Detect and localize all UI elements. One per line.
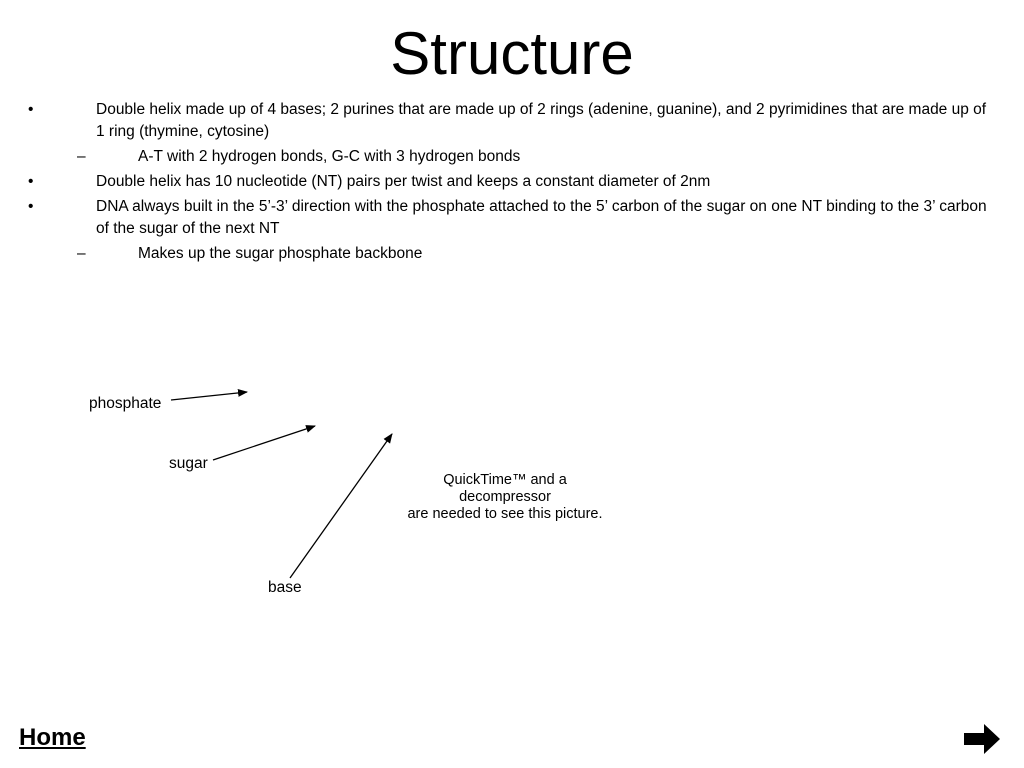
sugar-label: sugar — [169, 455, 208, 472]
bullet-text: DNA always built in the 5’-3’ direction with the phosphate attached to the 5’ carbon of the sugar on one NT binding to the 3’ carbon of the sugar of the next NT — [96, 198, 987, 237]
sub-bullet-marker: – — [77, 148, 86, 165]
sub-bullet-text: A-T with 2 hydrogen bonds, G-C with 3 hydrogen bonds — [138, 148, 521, 165]
sub-bullet-text: Makes up the sugar phosphate backbone — [138, 245, 423, 262]
right-arrow-icon — [964, 724, 1000, 754]
bullet-list — [0, 99, 1024, 268]
placeholder-line: decompressor — [459, 489, 551, 505]
bullet-item — [0, 171, 1024, 193]
sub-bullet-marker: – — [77, 245, 86, 262]
slide-title: Structure — [390, 20, 634, 87]
sugar-arrow — [213, 426, 315, 460]
bullet-text: Double helix made up of 4 bases; 2 purines that are made up of 2 rings (adenine, guanine), and 2 pyrimidines that are made up of 1 ring (thymine, cytosine) — [96, 101, 987, 140]
bullet-item — [0, 99, 1024, 143]
bullet-marker: • — [28, 198, 34, 215]
placeholder-line: QuickTime™ and a — [443, 472, 567, 488]
quicktime-placeholder — [370, 472, 640, 523]
bullet-text: Double helix has 10 nucleotide (NT) pairs per twist and keeps a constant diameter of 2nm — [96, 173, 711, 190]
home-link[interactable]: Home — [19, 724, 86, 751]
sub-bullet-item — [0, 243, 1024, 265]
phosphate-label: phosphate — [89, 395, 162, 412]
sub-bullet-item — [0, 146, 1024, 168]
base-label: base — [268, 579, 302, 596]
bullet-item — [0, 196, 1024, 240]
placeholder-line: are needed to see this picture. — [407, 506, 603, 522]
bullet-marker: • — [28, 173, 34, 190]
next-slide-button[interactable] — [962, 722, 1002, 756]
phosphate-arrow — [171, 392, 247, 400]
bullet-marker: • — [28, 101, 34, 118]
